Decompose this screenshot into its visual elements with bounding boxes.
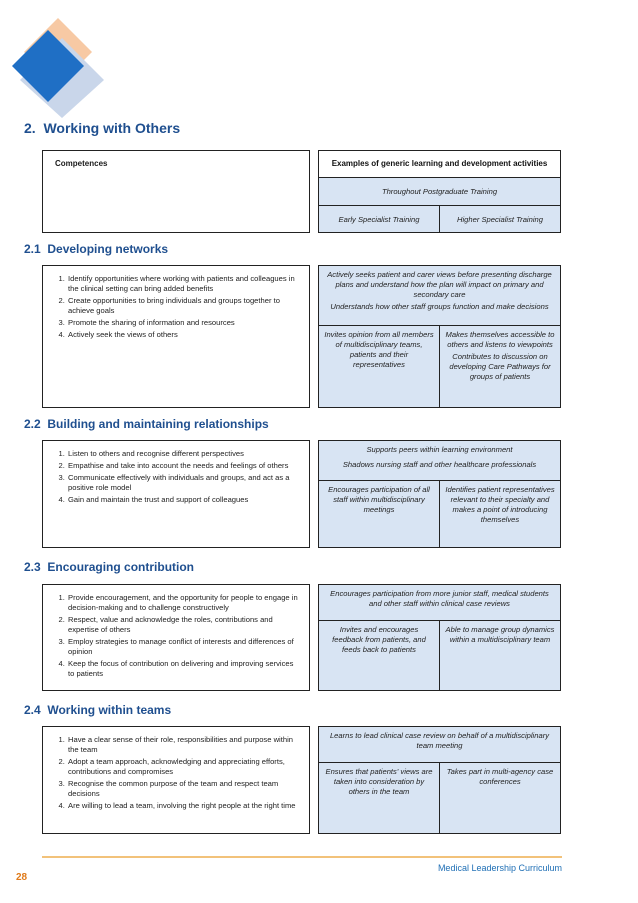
higher-activity: Takes part in multi-agency case conferences bbox=[439, 763, 560, 833]
competence-item: 2. Respect, value and acknowledge the roles, contributions and expertise of others bbox=[67, 615, 301, 635]
subsection-title: 2.1 Developing networks bbox=[24, 242, 169, 256]
competence-list bbox=[43, 266, 309, 348]
early-activity: Ensures that patients' views are taken into consideration by others in the team bbox=[325, 767, 433, 796]
activities-box bbox=[318, 265, 561, 408]
subsection-title: 2.2 Building and maintaining relationships bbox=[24, 417, 269, 431]
publication-title: Medical Leadership Curriculum bbox=[437, 863, 562, 873]
early-activity: Invites opinion from all members of multidisciplinary teams, patients and their representatives bbox=[324, 330, 434, 369]
throughout-activity: Supports peers within learning environment Shadows nursing staff and other healthcare professionals bbox=[319, 441, 560, 481]
throughout-activity: Actively seeks patient and carer views before presenting discharge plans and understand how the plan will impact on primary and secondary care Understands how other staff groups function and make decisions bbox=[319, 266, 560, 326]
throughout-activity: Encourages participation from more junior staff, medical students and other staff within clinical case reviews bbox=[319, 585, 560, 621]
throughout-activity: Learns to lead clinical case review on behalf of a multidisciplinary team meeting bbox=[319, 727, 560, 763]
competence-box bbox=[42, 440, 310, 548]
competence-item: 3. Recognise the common purpose of the team and respect team decisions bbox=[67, 779, 301, 799]
competence-item: 2. Empathise and take into account the needs and feelings of others bbox=[67, 461, 301, 471]
competence-item: 3. Communicate effectively with individuals and groups, and act as a positive role model bbox=[67, 473, 301, 493]
section-title: 2. Working with Others bbox=[24, 120, 181, 136]
higher-activity: Able to manage group dynamics within a multidisciplinary team bbox=[439, 621, 560, 690]
subsection-title: 2.4 Working within teams bbox=[24, 703, 172, 717]
early-label: Early Specialist Training bbox=[338, 215, 420, 224]
competence-item: 4. Keep the focus of contribution on delivering and improving services to patients bbox=[67, 659, 301, 679]
activities-box bbox=[318, 726, 561, 834]
competence-item: 1. Listen to others and recognise different perspectives bbox=[67, 449, 301, 459]
competence-box bbox=[42, 726, 310, 834]
competence-item: 1. Provide encouragement, and the opportunity for people to engage in decision-making and to challenge constructively bbox=[67, 593, 301, 613]
higher-activity: Identifies patient representatives relevant to their specialty and makes a point of introducing themselves bbox=[439, 481, 560, 547]
competence-list bbox=[43, 441, 309, 513]
activities-header-box bbox=[318, 150, 561, 233]
competence-item: 1. Identify opportunities where working with patients and colleagues in the clinical setting can bring added benefits bbox=[67, 274, 301, 294]
competence-item: 3. Promote the sharing of information and resources bbox=[67, 318, 301, 328]
logo-diamonds-icon bbox=[0, 0, 110, 120]
higher-label: Higher Specialist Training bbox=[439, 206, 560, 233]
competence-item: 4. Are willing to lead a team, involving the right people at the right time bbox=[67, 801, 301, 811]
competence-item: 1. Have a clear sense of their role, responsibilities and purpose within the team bbox=[67, 735, 301, 755]
subsection-title: 2.3 Encouraging contribution bbox=[24, 560, 195, 574]
early-activity: Encourages participation of all staff within multidisciplinary meetings bbox=[328, 485, 430, 514]
competence-list bbox=[43, 585, 309, 687]
early-activity: Invites and encourages feedback from patients, and feeds back to patients bbox=[332, 625, 426, 654]
competence-box bbox=[42, 265, 310, 408]
competence-item: 2. Adopt a team approach, acknowledging and appreciating efforts, contributions and compromises bbox=[67, 757, 301, 777]
activities-label: Examples of generic learning and development activities bbox=[319, 151, 560, 178]
activities-box bbox=[318, 584, 561, 691]
footer-divider bbox=[42, 856, 562, 858]
competence-item: 2. Create opportunities to bring individuals and groups together to achieve goals bbox=[67, 296, 301, 316]
competence-item: 4. Gain and maintain the trust and support of colleagues bbox=[67, 495, 301, 505]
competences-header-box bbox=[42, 150, 310, 233]
competence-list bbox=[43, 727, 309, 819]
competence-box bbox=[42, 584, 310, 691]
competences-label: Competences bbox=[55, 159, 108, 168]
competence-item: 3. Employ strategies to manage conflict of interests and differences of opinion bbox=[67, 637, 301, 657]
throughout-label: Throughout Postgraduate Training bbox=[319, 178, 560, 206]
activities-box bbox=[318, 440, 561, 548]
higher-activity: Makes themselves accessible to others and listens to viewpoints Contributes to discussion on developing Care Pathways for groups of patients bbox=[439, 326, 560, 407]
page-number: 28 bbox=[16, 872, 28, 883]
competence-item: 4. Actively seek the views of others bbox=[67, 330, 301, 340]
